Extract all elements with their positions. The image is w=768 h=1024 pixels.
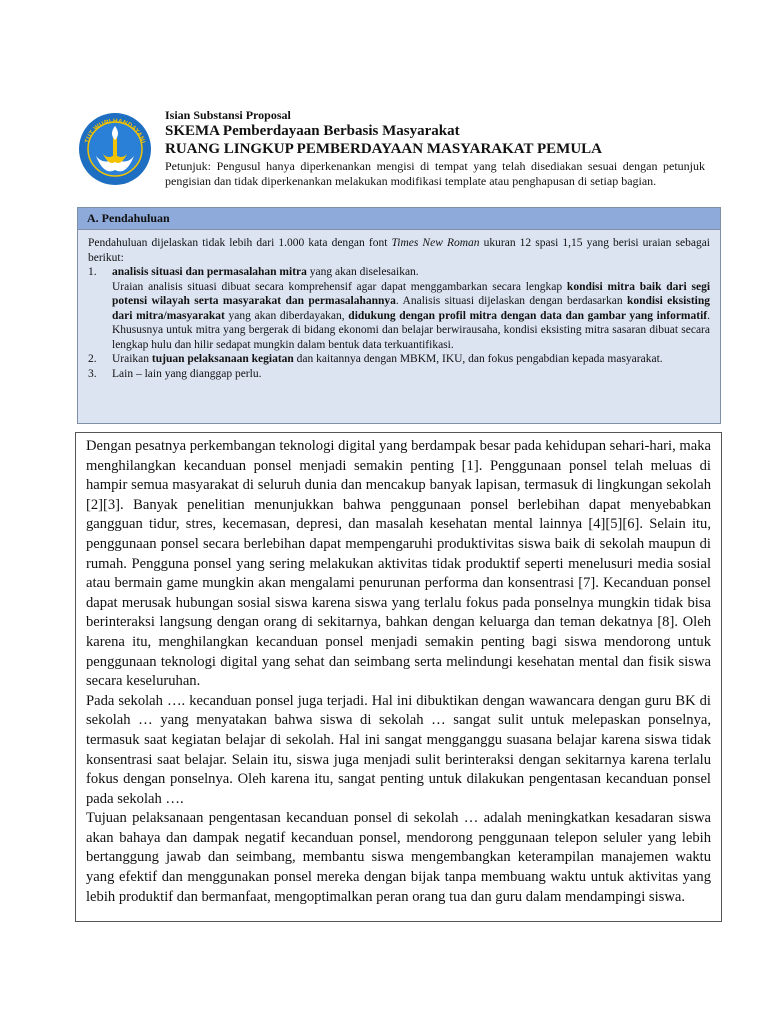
content-paragraph: Pada sekolah …. kecanduan ponsel juga terjadi. Hal ini dibuktikan dengan wawancara dengan guru BK di sekolah … yang menyatakan bahwa siswa di sekolah … sangat sulit untuk melepaskan ponselnya, termasuk saat kegiatan belajar di sekolah. Hal ini sangat mengganggu suasana belajar karena siswa tidak konsentrasi saat belajar. Selain itu, siswa juga menjadi sulit berinteraksi dengan sekitarnya karena terlalu fokus dengan ponselnya. Oleh karena itu, sangat penting untuk dilakukan pengentasan kecanduan ponsel pada sekolah …. [86, 692, 711, 807]
guidance-item-2: 2. Uraikan tujuan pelaksanaan kegiatan dan kaitannya dengan MBKM, IKU, dan fokus pengabdian kepada masyarakat. [88, 353, 663, 365]
content-paragraph: Dengan pesatnya perkembangan teknologi digital yang berdampak besar pada kehidupan sehari-hari, maka menghilangkan kecanduan ponsel menjadi semakin penting [1]. Penggunaan ponsel telah meluas di hampir semua masyarakat di seluruh dunia dan mencakup banyak lapisan, termasuk di lingkungan sekolah [2][3]. Banyak penelitian menunjukkan bahwa penggunaan ponsel berlebihan dapat menyebabkan gangguan tidur, stres, kecemasan, depresi, dan masalah kesehatan mental lainnya [4][5][6]. Selain itu, penggunaan ponsel secara berlebihan dapat mempengaruhi produktivitas siswa baik di sekolah maupun di rumah. Pengguna ponsel yang sering melakukan aktivitas tidak produktif seperti menelusuri media sosial atau bermain game mungkin akan mengalami penurunan performa dan konsentrasi [7]. Kecanduan ponsel dapat merusak hubungan sosial siswa karena siswa yang terlalu fokus pada ponselnya mungkin tidak bisa berinteraksi langsung dengan orang di sekitarnya, bahkan dengan keluarga dan teman dekatnya [8]. Oleh karena itu, menghilangkan kecanduan ponsel menjadi semakin penting bagi siswa mendorong untuk penggunaan teknologi digital yang sehat dan seimbang serta melindungi kesehatan mental dan fisik siswa secara keseluruhan. [86, 438, 711, 690]
header-instruction: Petunjuk: Pengusul hanya diperkenankan mengisi di tempat yang telah disediakan sesuai dengan petunjuk pengisian dan tidak diperkenankan melakukan modifikasi template atau penghapusan di setiap bagian. [165, 159, 705, 188]
header-scope: RUANG LINGKUP PEMBERDAYAAN MASYARAKAT PEMULA [165, 141, 602, 157]
header-scheme: SKEMA Pemberdayaan Berbasis Masyarakat [165, 123, 460, 139]
content-paragraph: Tujuan pelaksanaan pengentasan kecanduan ponsel di sekolah … adalah meningkatkan kesadaran siswa akan bahaya dan dampak negatif kecanduan ponsel, mendorong penggunaan telepon seluler yang lebih bertanggung jawab dan seimbang, membantu siswa mengembangkan keterampilan manajemen waktu yang efektif dan menggunakan ponsel mereka dengan bijak tanpa membuang waktu untuk aktivitas yang lebih produktif dan bermanfaat, mengoptimalkan peran orang tua dan guru dalam mendampingi siswa. [86, 810, 711, 905]
pendahuluan-content-area[interactable] [75, 432, 722, 922]
logo-arc-text: TUT WURI HANDAYANI [83, 117, 147, 145]
guidance-item-1: 1. analisis situasi dan permasalahan mitra yang akan diselesaikan. Uraian analisis situasi dibuat secara komprehensif agar dapat menggambarkan secara lengkap kondisi mitra baik dari segi potensi wilayah serta masyarakat dan permasalahannya. Analisis situasi dijelaskan dengan berdasarkan kondisi eksisting dari mitra/masyarakat yang akan diberdayakan, didukung dengan profil mitra dengan data dan gambar yang informatif. Khususnya untuk mitra yang bergerak di bidang ekonomi dan belajar berwirausaha, kondisi eksisting mitra sasaran dibuat secara lengkap hulu dan hilir sedapat mungkin dalam bentuk data terkuantifikasi. [88, 266, 711, 351]
guidance-item-3: 3. Lain – lain yang dianggap perlu. [88, 367, 262, 380]
tut-wuri-handayani-logo [78, 112, 152, 186]
section-title: A. Pendahuluan [78, 208, 720, 230]
guidance-intro: Pendahuluan dijelaskan tidak lebih dari 1.000 kata dengan font Times New Roman ukuran 12 spasi 1,15 yang berisi uraian sebagai berikut: [88, 237, 710, 264]
pendahuluan-guidance-box [77, 207, 721, 424]
header-subtitle: Isian Substansi Proposal [165, 108, 291, 122]
proposal-header [165, 108, 705, 189]
guidance-body [78, 230, 720, 381]
